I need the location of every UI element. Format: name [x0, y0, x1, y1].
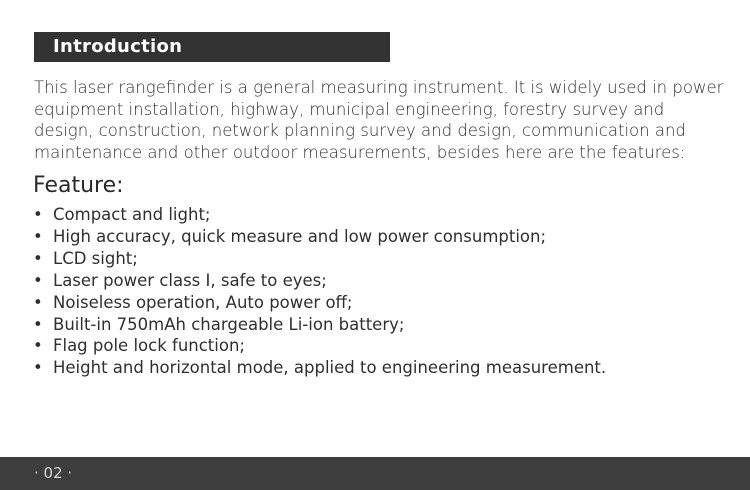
page-number: · 02 · [34, 464, 73, 482]
feature-item-text: Flag pole lock function; [53, 336, 245, 356]
section-title-bar [34, 32, 390, 62]
feature-item [33, 226, 606, 248]
feature-item-text: High accuracy, quick measure and low power consumption; [53, 226, 547, 246]
feature-item [33, 292, 606, 314]
feature-list [33, 204, 606, 379]
bullet-icon: • [33, 270, 43, 290]
bullet-icon: • [33, 336, 43, 356]
bullet-icon: • [33, 358, 43, 378]
feature-item [33, 204, 606, 226]
feature-item [33, 357, 606, 379]
intro-paragraph: This laser rangefinder is a general measuring instrument. It is widely used in power equipment installation, highway, municipal engineering, forestry survey and design, construction, network planning survey and design, communication and maintenance and other outdoor measurements, besides here are the features: [34, 78, 724, 162]
feature-item-text: LCD sight; [53, 248, 138, 268]
feature-item-text: Built-in 750mAh chargeable Li-ion battery; [53, 314, 405, 334]
footer-bar [0, 457, 750, 490]
feature-item [33, 335, 606, 357]
feature-heading: Feature: [33, 173, 124, 198]
feature-item-text: Height and horizontal mode, applied to engineering measurement. [53, 358, 607, 378]
feature-item-text: Compact and light; [53, 205, 211, 224]
feature-item [33, 314, 606, 336]
bullet-icon: • [33, 292, 43, 312]
feature-item-text: Laser power class I, safe to eyes; [53, 270, 327, 290]
feature-item [33, 270, 606, 292]
bullet-icon: • [33, 248, 43, 268]
feature-item [33, 248, 606, 270]
feature-item-text: Noiseless operation, Auto power off; [53, 292, 353, 312]
bullet-icon: • [33, 314, 43, 334]
bullet-icon: • [33, 205, 43, 224]
section-title: Introduction [53, 36, 183, 57]
bullet-icon: • [33, 226, 43, 246]
